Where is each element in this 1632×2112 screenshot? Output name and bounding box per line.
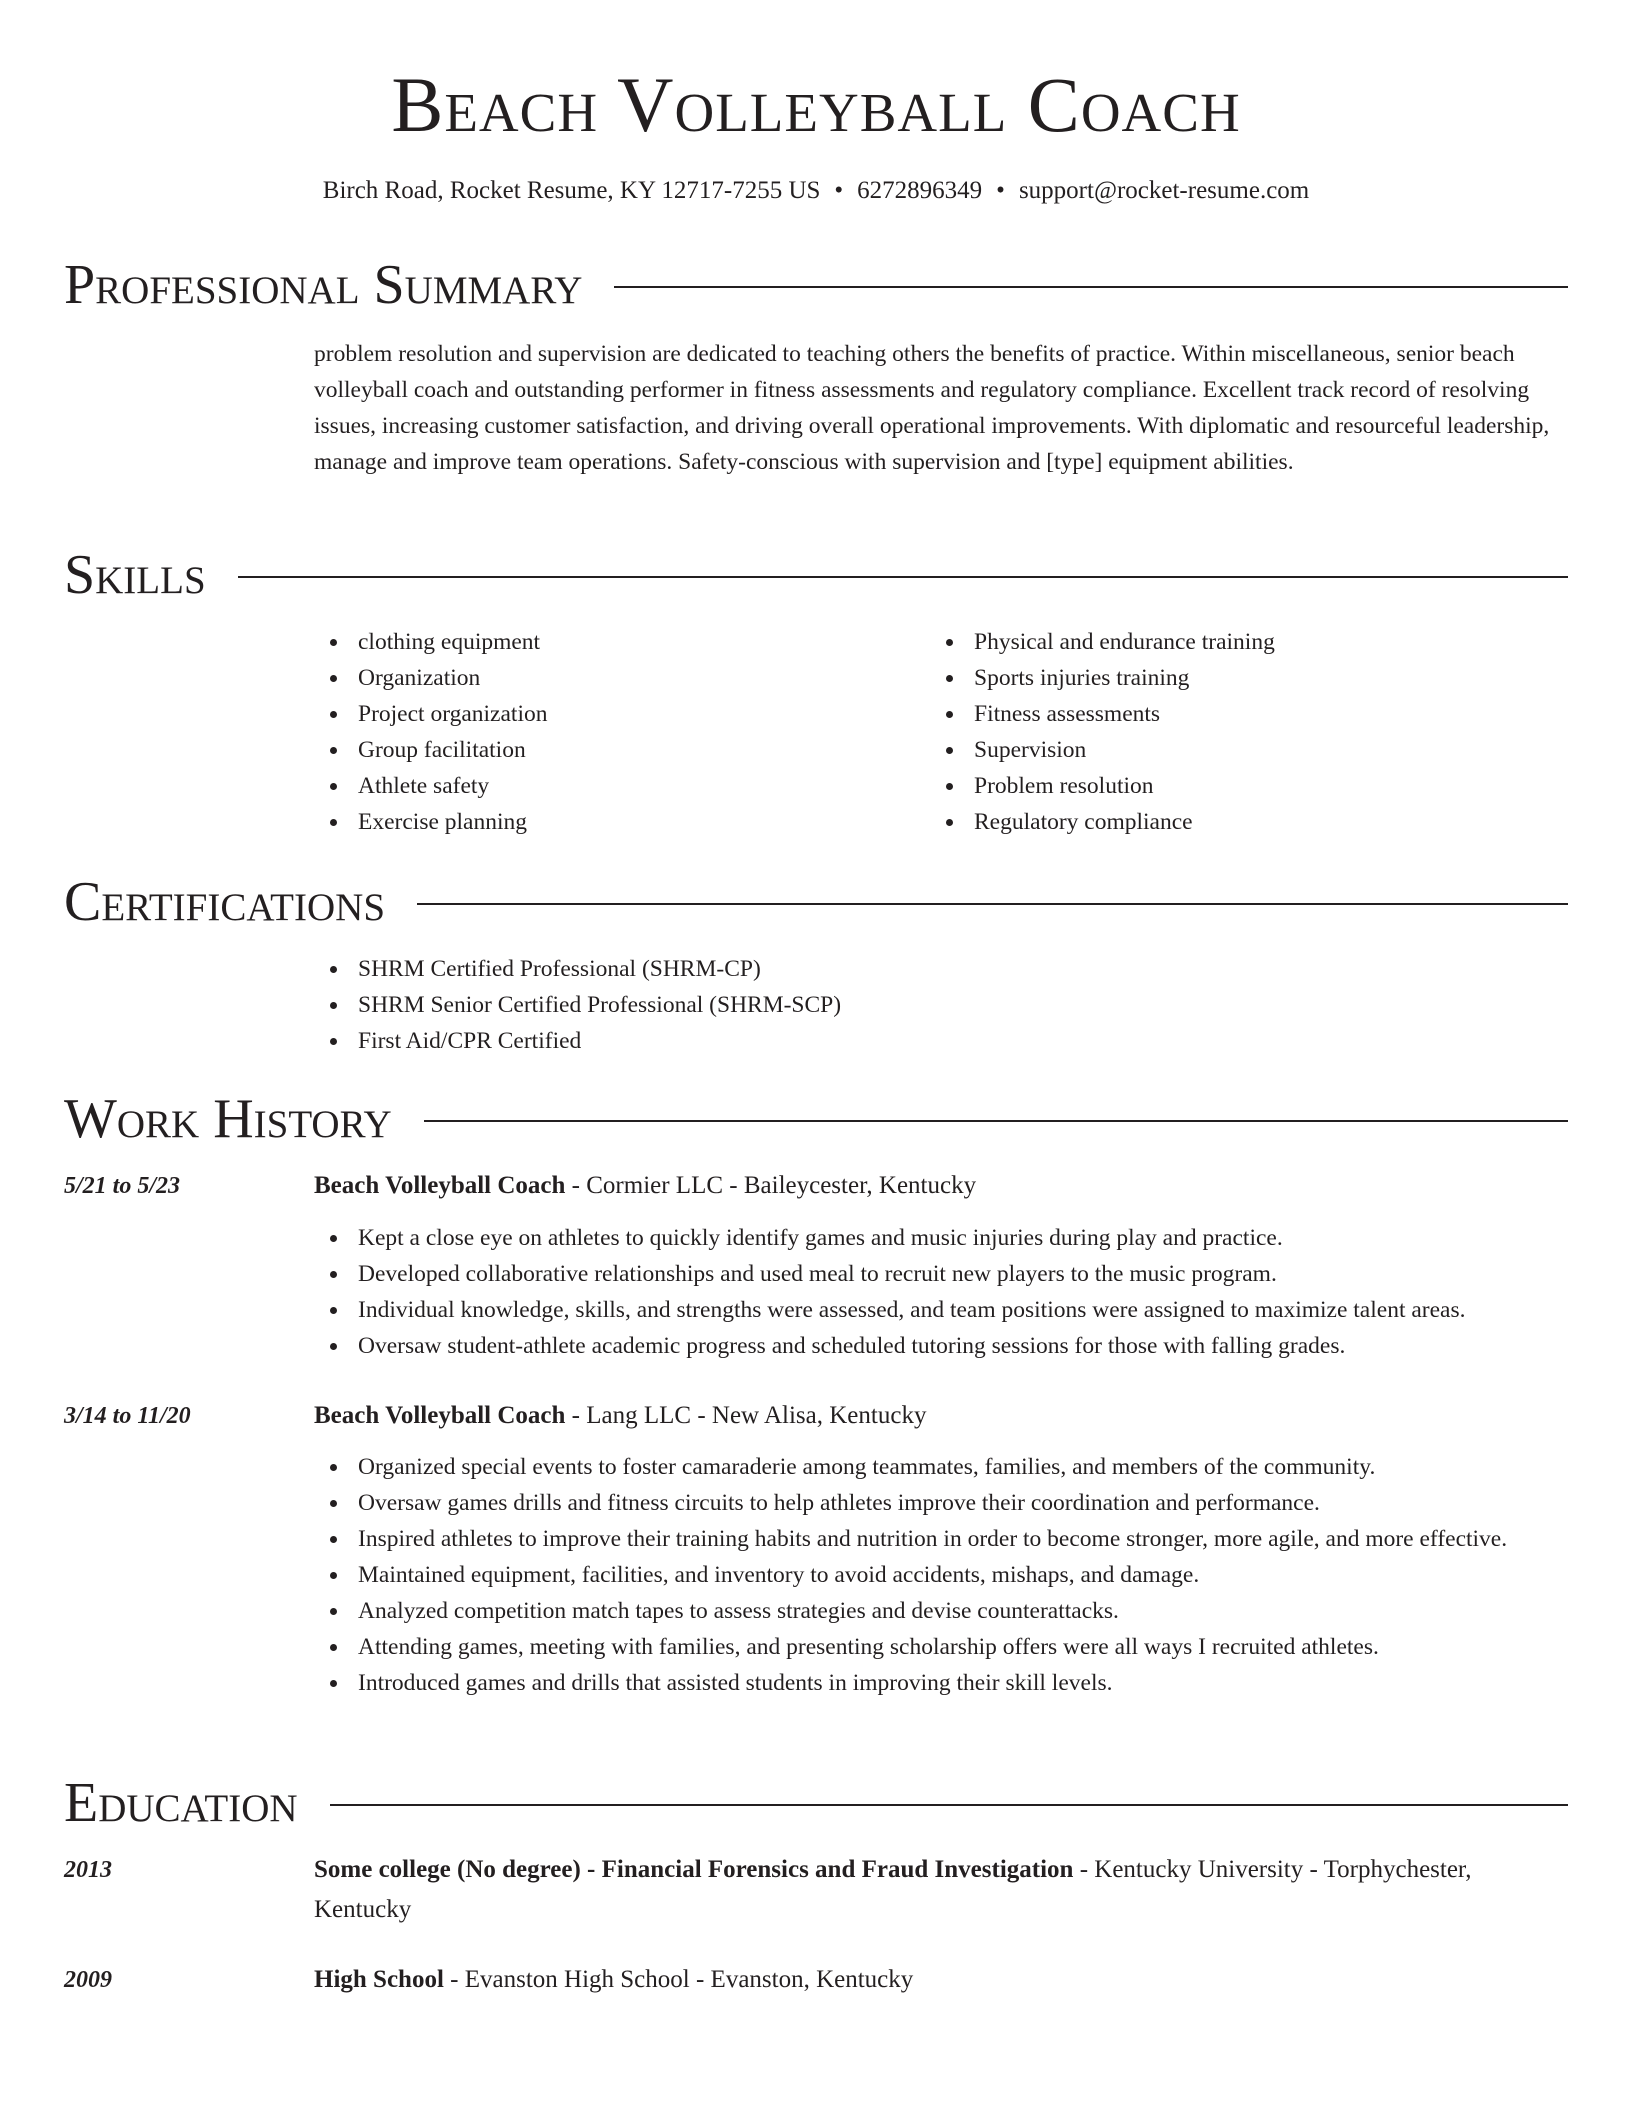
- certifications-list: [314, 951, 1568, 1059]
- certification-item: SHRM Senior Certified Professional (SHRM-SCP): [314, 987, 1568, 1023]
- certifications-header: [64, 869, 1568, 935]
- education-header: [64, 1770, 1568, 1836]
- job-bullet: Individual knowledge, skills, and strengths were assessed, and team positions were assigned to maximize talent areas.: [314, 1292, 1568, 1328]
- section-divider: [330, 1804, 1568, 1806]
- job-bullet: Maintained equipment, facilities, and inventory to avoid accidents, mishaps, and damage.: [314, 1557, 1568, 1593]
- job-role: Beach Volleyball Coach: [314, 1402, 566, 1429]
- job-bullets-wrap: [314, 1449, 1568, 1701]
- job-bullet: Introduced games and drills that assisted students in improving their skill levels.: [314, 1665, 1568, 1701]
- job-heading: [314, 1166, 1568, 1206]
- section-divider: [238, 576, 1568, 578]
- section-divider: [424, 1120, 1568, 1122]
- contact-phone: 6272896349: [857, 177, 983, 204]
- job-bullet: Inspired athletes to improve their training habits and nutrition in order to become stronger, more agile, and more effective.: [314, 1521, 1568, 1557]
- work-title: Work History: [64, 1088, 392, 1150]
- skills-list-right: [930, 624, 1546, 840]
- skill-item: Sports injuries training: [930, 660, 1546, 696]
- skills-columns: [314, 624, 1568, 840]
- work-section: [64, 1086, 1568, 1696]
- contact-address: Birch Road, Rocket Resume, KY 12717-7255 US: [322, 177, 821, 204]
- certifications-section: [64, 869, 1568, 1054]
- summary-section: [64, 252, 1568, 475]
- job-bullet: Oversaw student-athlete academic progress and scheduled tutoring sessions for those with falling grades.: [314, 1328, 1568, 1364]
- contact-email[interactable]: support@rocket-resume.com: [1018, 177, 1310, 204]
- education-degree: High School: [314, 1966, 444, 1993]
- job-bullet: Attending games, meeting with families, and presenting scholarship offers were all ways I recruited athletes.: [314, 1629, 1568, 1665]
- skills-title: Skills: [64, 544, 206, 606]
- work-header: [64, 1086, 1568, 1152]
- skills-list-left: [314, 624, 930, 840]
- education-school: - Evanston High School - Evanston, Kentucky: [443, 1966, 914, 1993]
- job-heading: [314, 1396, 1568, 1436]
- skill-item: Group facilitation: [314, 732, 930, 768]
- education-year: 2013: [64, 1857, 112, 1883]
- skill-item: Athlete safety: [314, 768, 930, 804]
- education-section: [64, 1770, 1568, 1993]
- education-school: - Kentucky University - Torphychester, Kentucky: [314, 1856, 1472, 1923]
- certifications-title: Certifications: [64, 871, 386, 933]
- education-degree: Some college (No degree) - Financial Forensics and Fraud Investigation: [314, 1856, 1074, 1883]
- summary-text: problem resolution and supervision are dedicated to teaching others the benefits of practice. Within miscellaneous, senior beach volleyball coach and outstanding performer in fitness assessments and regulatory compliance. Excellent track record of resolving issues, increasing customer satisfaction, and driving overall operational improvements. With diplomatic and resourceful leadership, manage and improve team operations. Safety-conscious with supervision and [type] equipment abilities.: [314, 341, 1550, 475]
- job-bullet: Kept a close eye on athletes to quickly identify games and music injuries during play and practice.: [314, 1220, 1568, 1256]
- job-bullet: Oversaw games drills and fitness circuits to help athletes improve their coordination and performance.: [314, 1485, 1568, 1521]
- skill-item: Regulatory compliance: [930, 804, 1546, 840]
- job-company: - Lang LLC - New Alisa, Kentucky: [565, 1402, 927, 1429]
- job-dates: 3/14 to 11/20: [64, 1403, 191, 1429]
- education-year: 2009: [64, 1967, 112, 1993]
- skill-item: Problem resolution: [930, 768, 1546, 804]
- summary-header: [64, 252, 1568, 318]
- job-bullet: Developed collaborative relationships and used meal to recruit new players to the music program.: [314, 1256, 1568, 1292]
- job-bullets: [314, 1220, 1568, 1364]
- skill-item: Fitness assessments: [930, 696, 1546, 732]
- job-bullets-wrap: [314, 1220, 1568, 1364]
- section-divider: [417, 903, 1568, 905]
- skill-item: Project organization: [314, 696, 930, 732]
- job-company: - Cormier LLC - Baileycester, Kentucky: [565, 1172, 977, 1199]
- skill-item: clothing equipment: [314, 624, 930, 660]
- certifications-list-wrap: [314, 951, 1568, 1059]
- job-bullet: Analyzed competition match tapes to assess strategies and devise counterattacks.: [314, 1593, 1568, 1629]
- certification-item: First Aid/CPR Certified: [314, 1023, 1568, 1059]
- education-title: Education: [64, 1772, 298, 1834]
- job-role: Beach Volleyball Coach: [314, 1172, 566, 1199]
- education-heading: [314, 1960, 1568, 2000]
- skill-item: Organization: [314, 660, 930, 696]
- section-divider: [614, 286, 1568, 288]
- certification-item: SHRM Certified Professional (SHRM-CP): [314, 951, 1568, 987]
- skill-item: Supervision: [930, 732, 1546, 768]
- skills-header: [64, 542, 1568, 608]
- skill-item: Physical and endurance training: [930, 624, 1546, 660]
- resume-name: Beach Volleyball Coach: [391, 61, 1241, 148]
- contact-line: [0, 175, 1632, 207]
- education-heading: [314, 1850, 1568, 1930]
- job-bullets: [314, 1449, 1568, 1701]
- job-bullet: Organized special events to foster camaraderie among teammates, families, and members of the community.: [314, 1449, 1568, 1485]
- summary-title: Professional Summary: [64, 254, 583, 316]
- contact-separator: •: [996, 177, 1005, 204]
- skills-section: [64, 542, 1568, 835]
- skill-item: Exercise planning: [314, 804, 930, 840]
- contact-separator: •: [834, 177, 844, 204]
- job-dates: 5/21 to 5/23: [64, 1173, 181, 1199]
